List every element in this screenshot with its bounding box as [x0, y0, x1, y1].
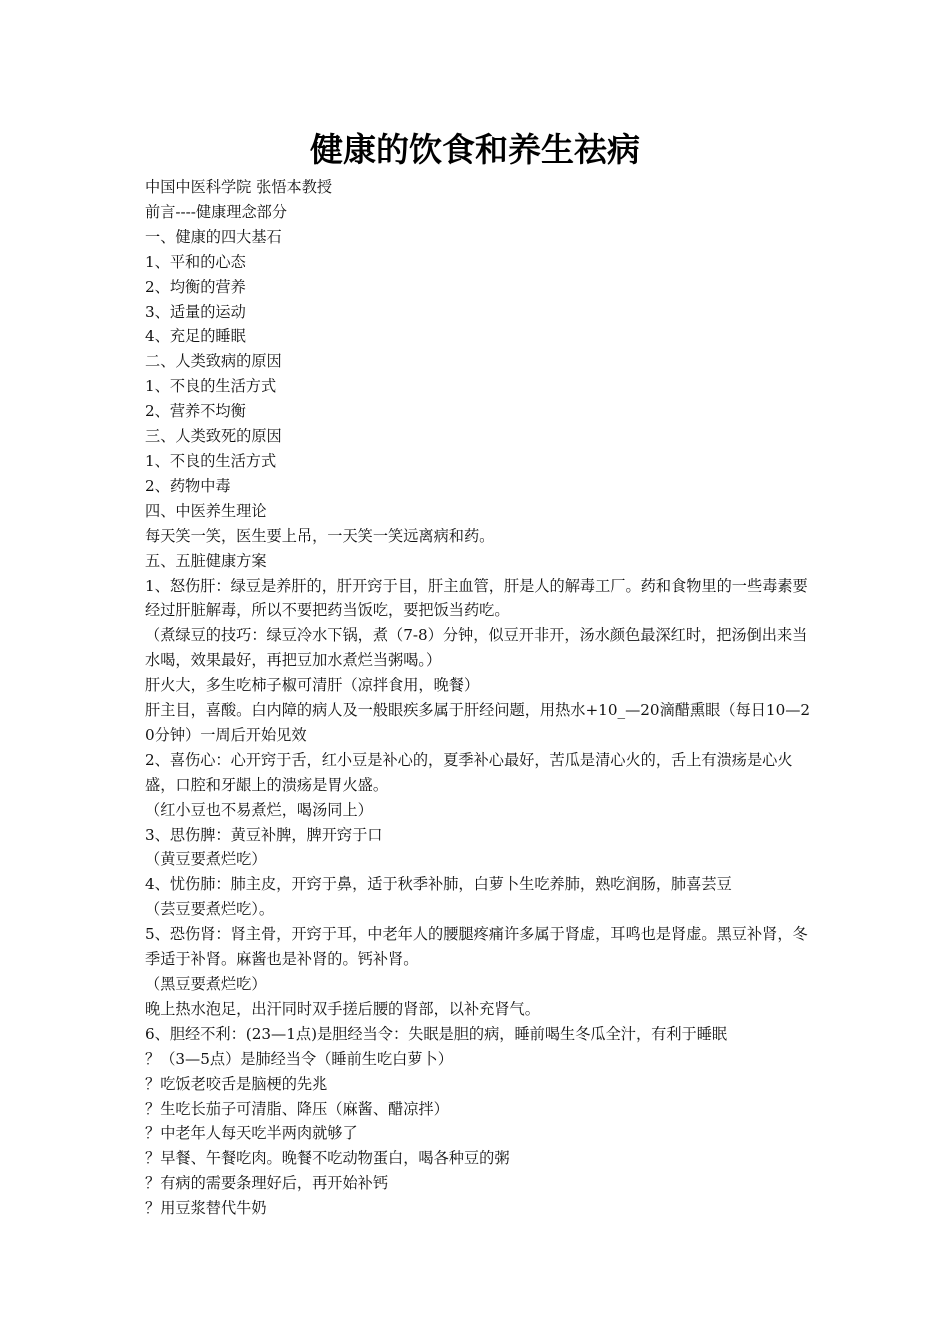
list-item: 2、均衡的营养 — [145, 277, 246, 296]
paragraph: （芸豆要煮烂吃）。 — [145, 900, 275, 919]
section-heading: 一、健康的四大基石 — [145, 227, 282, 246]
section-heading: 四、中医养生理论 — [145, 501, 267, 520]
section-heading: 三、人类致死的原因 — [145, 427, 282, 446]
bullet-item: ？有病的需要条理好后，再开始补钙 — [145, 1174, 388, 1193]
bullet-item: ？吃饭老咬舌是脑梗的先兆 — [145, 1074, 328, 1093]
list-item: 3、适量的运动 — [145, 302, 246, 321]
list-item: 2、营养不均衡 — [145, 402, 246, 421]
list-item: 1、不良的生活方式 — [145, 451, 277, 470]
paragraph: 1、怒伤肝：绿豆是养肝的，肝开窍于目，肝主血管，肝是人的解毒工厂。药和食物里的一些毒素要经过肝脏解毒，所以不要把药当饭吃，要把饭当药吃。 — [145, 576, 808, 620]
bullet-item: ？（3—5点）是肺经当令（睡前生吃白萝卜） — [145, 1049, 453, 1068]
list-item: 1、不良的生活方式 — [145, 377, 277, 396]
bullet-item: ？早餐、午餐吃肉。晚餐不吃动物蛋白，喝各种豆的粥 — [145, 1149, 510, 1168]
section-heading: 五、五脏健康方案 — [145, 551, 267, 570]
bullet-item: ？用豆浆替代牛奶 — [145, 1199, 267, 1218]
paragraph: 每天笑一笑，医生要上吊，一天笑一笑远离病和药。 — [145, 526, 495, 545]
paragraph: 肝火大，多生吃柿子椒可清肝（凉拌食用，晚餐） — [145, 676, 480, 695]
paragraph: 3、思伤脾：黄豆补脾，脾开窍于口 — [145, 825, 383, 844]
paragraph: 6、胆经不利：(23—1点)是胆经当令：失眠是胆的病，睡前喝生冬瓜全汁，有利于睡眠 — [145, 1024, 728, 1043]
paragraph: 4、忧伤肺：肺主皮，开窍于鼻，适于秋季补肺，白萝卜生吃养肺，熟吃润肠，肺喜芸豆 — [145, 875, 732, 894]
paragraph: 晚上热水泡足，出汗同时双手搓后腰的肾部，以补充肾气。 — [145, 999, 540, 1018]
paragraph: 5、恐伤肾：肾主骨，开窍于耳，中老年人的腰腿疼痛许多属于肾虚，耳鸣也是肾虚。黑豆补肾，冬季适于补肾。麻酱也是补肾的。钙补肾。 — [145, 925, 808, 969]
bullet-item: ？生吃长茄子可清脂、降压（麻酱、醋凉拌） — [145, 1099, 449, 1118]
document-body — [145, 175, 813, 1221]
document-title: 健康的饮食和养生祛病 — [310, 130, 640, 169]
author-line: 中国中医科学院 张悟本教授 — [145, 178, 333, 196]
paragraph: （黄豆要煮烂吃） — [145, 850, 267, 869]
list-item: 1、平和的心态 — [145, 252, 246, 271]
paragraph: 肝主目，喜酸。白内障的病人及一般眼疾多属于肝经问题，用热水+10_—20滴醋熏眼（每日10—20分钟）一周后开始见效 — [145, 701, 811, 744]
list-item: 4、充足的睡眠 — [145, 327, 246, 346]
list-item: 2、药物中毒 — [145, 476, 231, 495]
paragraph: （煮绿豆的技巧：绿豆冷水下锅，煮（7-8）分钟，似豆开非开，汤水颜色最深红时，把汤倒出来当水喝，效果最好，再把豆加水煮烂当粥喝。） — [145, 626, 808, 670]
paragraph: （黑豆要煮烂吃） — [145, 975, 267, 993]
preface-heading: 前言----健康理念部分 — [145, 202, 288, 221]
paragraph: 2、喜伤心：心开窍于舌，红小豆是补心的，夏季补心最好，苦瓜是清心火的，舌上有溃疡是心火盛，口腔和牙龈上的溃疡是胃火盛。 — [145, 750, 793, 794]
bullet-item: ？中老年人每天吃半两肉就够了 — [145, 1124, 358, 1143]
paragraph: （红小豆也不易煮烂，喝汤同上） — [145, 800, 373, 819]
section-heading: 二、人类致病的原因 — [145, 352, 282, 371]
